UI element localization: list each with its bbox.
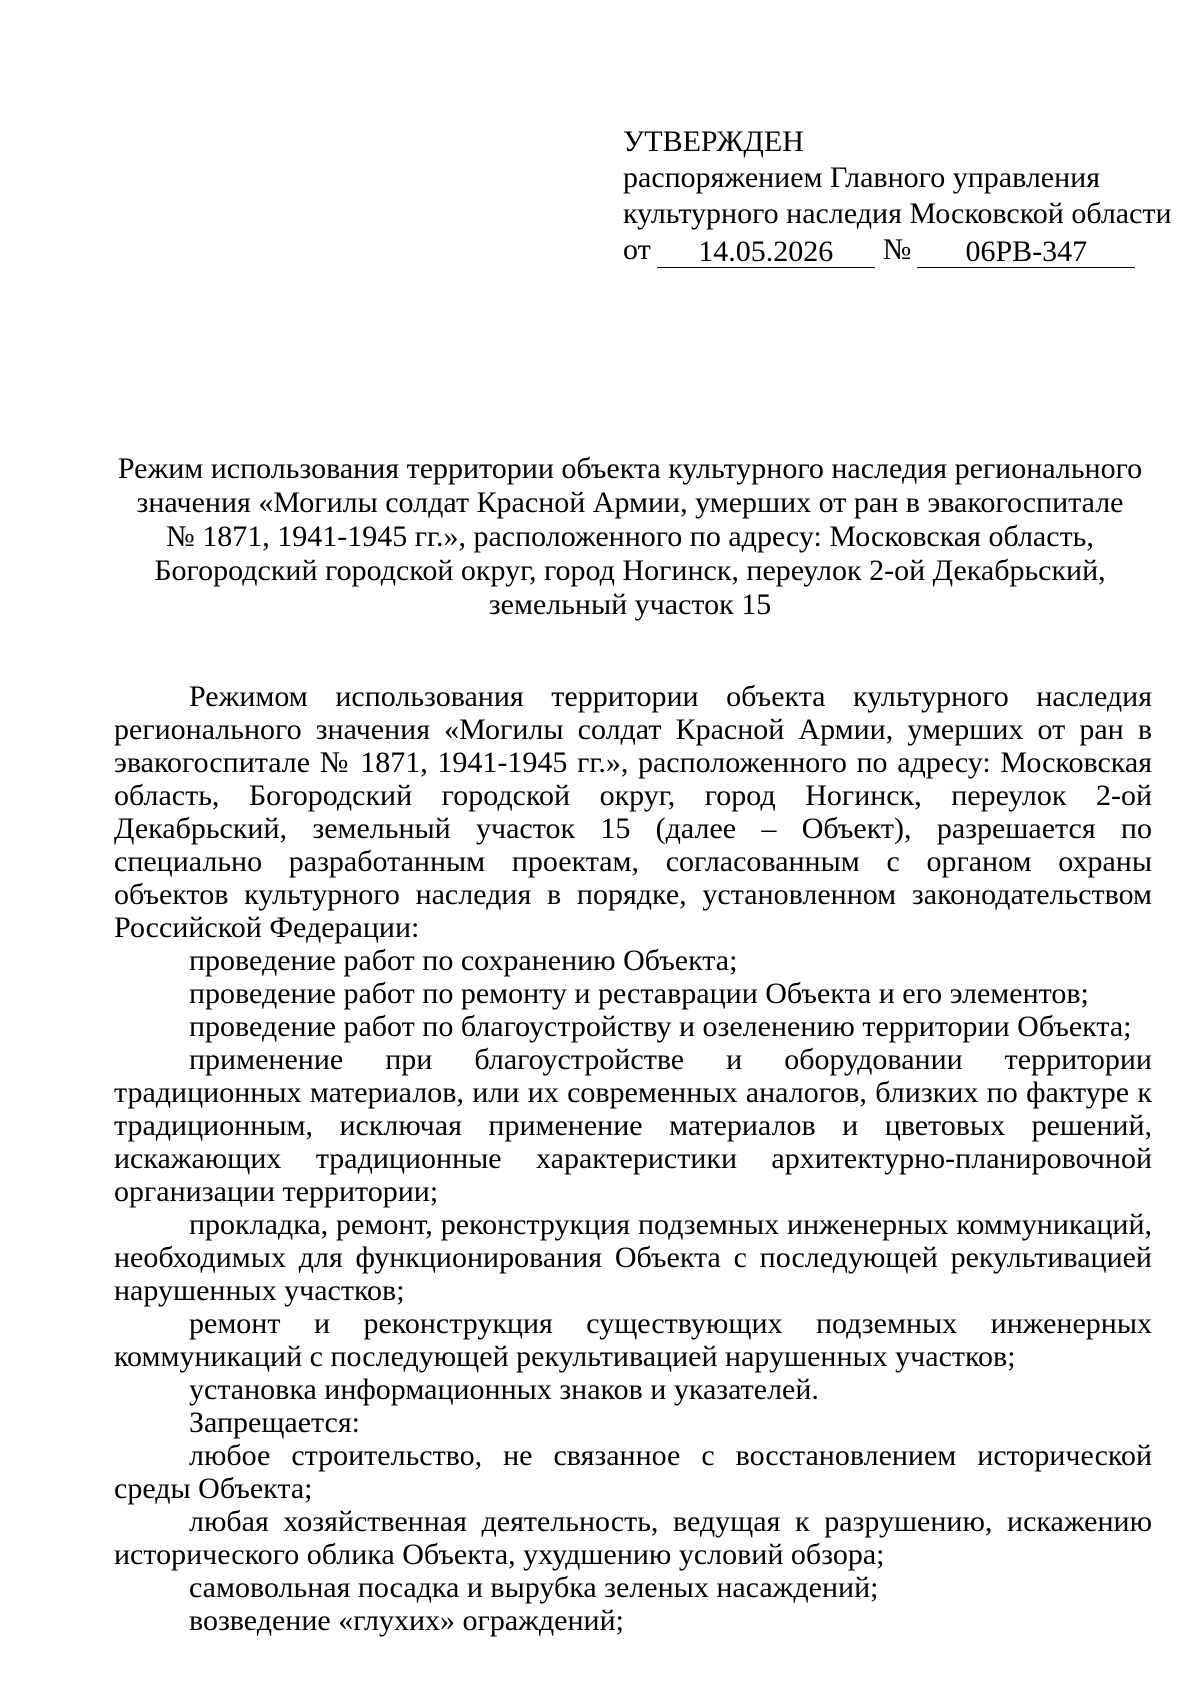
approval-heading: УТВЕРЖДЕН xyxy=(623,125,804,158)
body-paragraph: проведение работ по ремонту и реставрации Объекта и его элементов; xyxy=(189,977,1089,1010)
body-paragraph: Запрещается: xyxy=(189,1406,360,1439)
approval-date: 14.05.2026 xyxy=(657,237,875,268)
body-paragraph: проведение работ по благоустройству и озеленению территории Объекта; xyxy=(189,1010,1132,1043)
body-paragraph: установка информационных знаков и указателей. xyxy=(189,1373,819,1406)
approval-line-2: культурного наследия Московской области xyxy=(623,197,1172,230)
body-paragraph: возведение «глухих» ограждений; xyxy=(189,1604,624,1637)
body-paragraph: проведение работ по сохранению Объекта; xyxy=(189,944,738,977)
body-paragraph: любое строительство, не связанное с восстановлением исторической среды Объекта; xyxy=(114,1439,1152,1505)
title-line: Режим использования территории объекта культурного наследия регионального xyxy=(117,452,1143,485)
approval-number: 06РВ-347 xyxy=(917,237,1135,268)
from-label: от xyxy=(623,233,651,266)
body-paragraph: прокладка, ремонт, реконструкция подземных инженерных коммуникаций, необходимых для функционирования Объекта с последующей рекультивацией нарушенных участков; xyxy=(114,1208,1152,1307)
title-line: № 1871, 1941-1945 гг.», расположенного по адресу: Московская область, xyxy=(166,520,1094,553)
approval-reference xyxy=(623,232,1143,268)
body-paragraph: любая хозяйственная деятельность, ведущая к разрушению, искажению исторического облика Объекта, ухудшению условий обзора; xyxy=(114,1505,1152,1571)
approval-block xyxy=(623,124,1172,268)
body-paragraph: Режимом использования территории объекта культурного наследия регионального значения «Могилы солдат Красной Армии, умерших от ран в эвакогоспитале № 1871, 1941-1945 гг.», расположенного по адресу: Московская область, Богородский городской округ, город Ногинск, переулок 2-ой Декабрьский, земельный участок 15 (далее – Объект), разрешается по специально разработанным проектам, согласованным с органом охраны объектов культурного наследия в порядке, установленном законодательством Российской Федерации: xyxy=(114,680,1152,944)
number-label: № xyxy=(882,233,912,266)
body-paragraph: применение при благоустройстве и оборудовании территории традиционных материалов, или их современных аналогов, близких по фактуре к традиционным, исключая применение материалов и цветовых решений, искажающих традиционные характеристики архитектурно-планировочной организации территории; xyxy=(114,1043,1152,1208)
document-body xyxy=(114,680,1152,1637)
body-paragraph: ремонт и реконструкция существующих подземных инженерных коммуникаций с последующей рекультивацией нарушенных участков; xyxy=(114,1307,1152,1373)
title-line: значения «Могилы солдат Красной Армии, умерших от ран в эвакогоспитале xyxy=(136,486,1124,519)
title-line: Богородский городской округ, город Ногинск, переулок 2-ой Декабрьский, xyxy=(154,554,1106,587)
approval-line-1: распоряжением Главного управления xyxy=(623,161,1101,194)
title-line: земельный участок 15 xyxy=(488,588,772,621)
body-paragraph: самовольная посадка и вырубка зеленых насаждений; xyxy=(189,1571,879,1604)
document-title xyxy=(110,452,1150,622)
